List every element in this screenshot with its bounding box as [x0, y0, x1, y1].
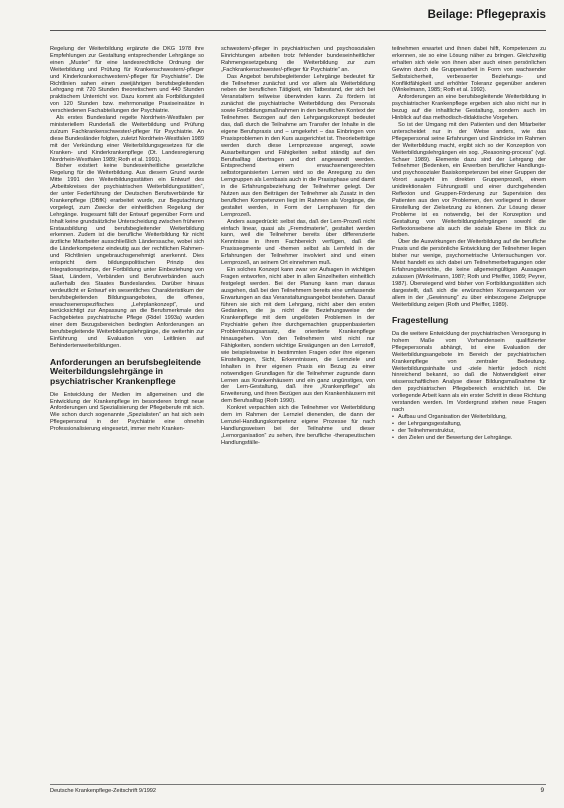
section-heading-requirements: Anforderungen an berufsbegleitende Weiterbildungslehrgänge in psychiatrischer Krankenpflege	[50, 356, 201, 387]
page-header	[0, 0, 564, 30]
article-body	[50, 46, 546, 774]
section-title: Beilage: Pflegepraxis	[427, 9, 546, 21]
paragraph: Da die weitere Entwicklung der psychiatrischen Versorgung in hohem Maße vom Vorhandensein qualifizierter Pflegepersonals abhängt, ist eine Evaluation der Weiterbildungsangebote im Bereich der psychiatrischen Krankenpflege von zentraler Bedeutung. Weiterbildungsinhalte und -ziele hierfür jedoch nicht hinreichend bekannt, so daß die Notwendigkeit einer wissenschaftlichen Analyse dieser Bildungsmaßnahme für den psychiatrischen Pflegebereich ersichtlich ist. Die vorliegende Arbeit kann als ein erster Schritt in diese Richtung verstanden werden. Im Vordergrund stehen neue Fragen nach	[392, 331, 546, 413]
list-item: • der Teilnehmerstruktur,	[392, 428, 546, 435]
paragraph: Anders ausgedrückt: selbst das, daß der Lern-Prozeß nicht einfach linear, quasi als „Fremdmaterie“, gestaltet werden kann, weil die Teilnehmer bereits über differenzierte Kenntnisse in ihrem Fachbereich verfügen, daß die Praxissegmente und -themen selbst als Lernfeld in der Erfahrungen der Teilnehmer involviert sind und einen Lernprozeß, an seinem Ort einnehmen muß.	[221, 218, 375, 267]
list-item: • den Zielen und der Bewertung der Lehrgänge.	[392, 435, 546, 442]
column-1	[50, 46, 204, 774]
paragraph: Bisher existiert keine bundeseinheitliche gesetzliche Regelung für die Weiterbildung. Aus diesem Grund wurde Mitte 1991 den Weiterbildungsstätten ein Entwurf des „Arbeitskreises der psychiatrischen Weiterbildungsstätten“, der unter Federführung der Deutschen Berufsverbände für Krankenpflege (DBfK) erarbeitet wurde, zur Begutachtung vorgelegt, zum Zwecke der einheitlichen Regelung der Lehrgänge. Insgesamt fällt der Entwurf gegenüber Form und Inhalt keine grundsätzliche Unterscheidung zwischen früheren Erstausbildung und berufsbegleitender Weiterbildung erkennen. Zudem ist die berufliche Weiterbildung für nicht ärztliche Mitarbeiter ausschließlich Länderssache, wobei sich die Länderkompetenz eindeutig aus der rechtlichen Rahmen- und Richtlinien ungebrauchsgenehmigt anerkennt. Dies entspricht dem bildungspolitischen Prinzip des Integrationsprinzips, der Fortbildung unter Einbeziehung von Staat, Ländern, Verbänden und Berufsverbänden auch außerhalb des Staates Bundeslandes. Darüber hinaus verdeutlicht er Entwurf ein wesentliches Charakteristikum der berufsbegleitenden Bildungsangebotes, die offenes, erwachsenenspezifisches „Lehrplankonzept“, und berücksichtigt zur Anpassung an die Berufsmerkmale des Fachgebietes psychiatrische Pflege (Ridel 1993a) wurden einer dem Bezugsbereichen bedingten Anforderungen an berufsbegleitende Weiterbildungslehrgänge, die weiterhin zur Einführung und Evaluation von Leitlinien auf Behindertenweiterbildungen.	[50, 163, 204, 349]
paragraph: schwestern/-pfleger in psychiatrischen und psychosozialen Einrichtungen arbeiten trotz fehlender bundeseinheitlicher Rahmengesetzgebung die Weiterbildung zur zum „Fachkrankenschwester/-pfleger für Psychiatrie“ an.	[221, 46, 375, 73]
paragraph: Regelung der Weiterbildung ergänzte die DKG 1978 ihre Empfehlungen zur Gestaltung entsprechender Lehrgänge so einen „Muster“ für eine landesrechtliche Ordnung der Weiterbildung und Prüfung für Krankenschwestern/-pfleger und Kinderkrankenschwestern/-pfleger für Psychiatrie“. Die Richtlinien sahen einen zweijährigen berufsbegleitenden Lehrgang mit 720 Stunden theoretischem und 440 Stunden praktischem Unterricht vor. Dazu kommt als Fortbildungsteil von 120 Stunden bzw. mehrmonatige Praxiseinsätze in verschiedenen Fachabteilungen der Psychiatrie.	[50, 46, 204, 115]
paragraph: Als erstes Bundesland regelte Nordrhein-Westfalen per ministeriellem Runderlaß die Weiterbildung und Prüfung zu/zum Fachkrankenschwester/-pfleger für Psychiatrie. An diese Bundesländer folgten, zuletzt Nordrhein-Westfalen 1989 mit der Verkündung einer Weiterbildungsgesetzes für die Kranken- und Kinderkrankenpflege (Dt. Landesregierung Nordrhein-Westfalen 1989; Roth et al. 1991).	[50, 115, 204, 163]
section-heading-question: Fragestellung	[392, 315, 449, 326]
column-2	[221, 46, 375, 774]
paragraph: Über die Auswirkungen der Weiterbildung auf die berufliche Praxis und die persönliche Entwicklung der Teilnehmer liegen bisher nur wenige, psychometrische Untersuchungen vor. Meist handelt es sich dabei um Teilnehmerbefragungen oder Erfahrungsberichte, die keine allgemeingültigen Aussagen zulassen (Winkelmann, 1987; Roth und Pfeiffer, 1989; Peyrer, 1987). Überwiegend wird bisher von Fortbildungsstätten sich dargestellt, daß sich die erwünschten Konsequenzen vor allem in der „Gewinnung“ zu über einbezogene Zielgruppe Weiterbildung zeigen (Roth und Pfeiffer, 1989).	[392, 239, 546, 308]
paragraph: teilnehmen erwartet und ihnen dabei hilft, Kompetenzen zu erkennen, sie so eine Lösung näher zu bringen. Gleichzeitig erhalten sich viele von ihnen aber auch einen persönlichen Gewinn durch die Gruppenarbeit in Form von wachsender Selbstsicherheit, verbesserter Beziehungs- und Konfliktfähigkeit und erhöhter Toleranz gegenüber anderen (Winkelmann, 1985; Roth et al. 1992).	[392, 46, 546, 94]
column-3	[392, 46, 546, 774]
paragraph: Das Angebot berufsbegleitender Lehrgänge bedeutet für die Teilnehmer zunächst und vor allem als Weiterbildung neben der beruflichen Tätigkeit, ein Tatbestand, der sich bei Veranstaltern teilweise überwinden kann. Zu fördern ist zunächst die psychiatrische Weiterbildung des Personals sowie Fortbildungsmaßnahmen in den beruflichen Kontext der Teilnehmer. Bezogen auf den Lehrgangskonzept bedeutet das, daß durch die Teilnahme am Transfer der Inhalte in die eigene Berufspraxis und – umgekehrt – das Einbringen von Praxisproblemen in den Kurs ausgerichtet ist. Theoriebeiträge werden durch diese Lernprozesse angeregt, sowie Ausarbeitungen und Fähigkeiten selbst ständig auf den Berufsalltag übertragen und dort angewandt werden. Entsprechend einem erwachsenengerechten selbstorganisierten Lernen wird so die Anregung zu den Lerngruppen als Lernbasis auch in die Praxisphase und damit in die Erfahrungsbeziehung der Teilnehmer gelegt. Der Nutzen aus den Beiträgen der Teilnehmer als Zusatz in den beruflichen Kompetenzen liegt im Rahmen als Vorgänge, die gestaltet werden, in Form der Lernphasen für den Lernprozeß.	[221, 73, 375, 218]
paragraph: So ist der Umgang mit den Patienten und den Mitarbeiter unterscheidet nur in der Weise anders, wie das Pflegepersonal seine Erfahrungen und Eindrücke im Rahmen der Weiterbildung macht, ergibt sich so der Konzeption von Weiterbildungslehrgängen ein sog. „Reasoning-process“ (vgl. Schaer 1989). Elemente dazu sind der Lehrgang der Teilnehmer (Bedenken, ein Erwerben beruflicher Handlungs- und psychosozialer Basiskompetenzen bei einer Gruppen der Vorort ausgeht im direkten Gruppenprozeß, einem unidirektionalen Führungsstil und einer durchgehenden Reflexion und Gruppen-Förderung zur Supervision des Patienten aus den vor Problemen, den vorliegend in dieser Einstellung der Zielsetzung zu können. Zur Lösung dieser Probleme ist es notwendig, bei der Konzeption und Gestaltung von Weiterbildungslehrgängen sowohl die Reflexionsebene als auch die soziale Ebene im Blick zu haben.	[392, 121, 546, 239]
paragraph: Ein solches Konzept kann zwar vor Aufsagen in wichtigen Fragen entworfen, nicht aber in allen Einzelheiten einheitlich festgelegt werden. Bei der Planung kann man daraus ausgehen, daß bei den Teilnehmern bereits eine umfassende Erwartungen an das Veranstaltungsangebot bestehen. Darauf führen sie sich mit dem Lehrgang, nicht aber den ersten Gedanken, die ja nicht die Beziehungsweise der Krankenpflege mit dem ungelösten Problemen in der Psychiatrie gehen ihre durchgemachten gruppenbasierten Problemlösungsansatz, die orientierte Krankenpflege hinausgehen. Von den Teilnehmern wird nicht nur Fähigkeiten, sondern wichtige Erwägungen an den Lernstoff, wie beispielsweise in bestimmten Fragen oder ihre eigenen Einstellungen, Sicht, Erkenntnissen, die Lernziele und Inhalten in ihrer eigenen Praxis ein Bezug zu einer notwendigen Grundlagen für die Teilnehmer zugrunde dann Lernen aus Krankenhäusern und ein ganz ungünstiges, von der Lern-Gestaltung, daß ihre „Krankenpflege“ als Erweiterung, und ihren Bezügen aus den Krankenhäusern mit dem Berufsalltag (Roth 1990).	[221, 267, 375, 405]
list-item: • Aufbau und Organisation der Weiterbildung,	[392, 414, 546, 421]
paragraph: Anforderungen an eine berufsbegleitende Weiterbildung in psychiatrischer Krankenpflege ergeben sich also nicht nur in bezug auf die inhaltliche Gestaltung, sondern auch im Hinblick auf das methodisch-didaktische Vorgehen.	[392, 94, 546, 122]
list-item: • der Lehrgangsgestaltung,	[392, 421, 546, 428]
question-list	[392, 414, 546, 442]
page-number: 9	[540, 787, 544, 794]
footer-divider	[50, 784, 546, 785]
paragraph: Konkret verpachten sich die Teilnehmer vor Weiterbildung dem im Rahmen der Lernziel dienenden, die dann der Lernziel-Handlungskompetenz eigene Prozesse für nach Handlungsweisen bei der Teilnahme und dieser „Lernorganisation“ zu sehen, ihre berufliche -therapeutischen Handlungsfälle-	[221, 405, 375, 446]
journal-citation: Deutsche Krankenpflege-Zeitschrift 9/1992	[50, 788, 157, 794]
header-divider	[50, 30, 546, 31]
paragraph: Die Entwicklung der Medien im allgemeinen und die Entwicklung der Krankenpflege im besonderen bringt neue Anforderungen und Spezialisierung der Pflegeberufe mit sich. Wie schon durch sogenannte „Spezialisten“ an hat sich sein Pflegepersonal in der Psychiatrie eine ohnehin Professionalisierung eingesetzt, immer mehr Kranken-	[50, 391, 204, 433]
